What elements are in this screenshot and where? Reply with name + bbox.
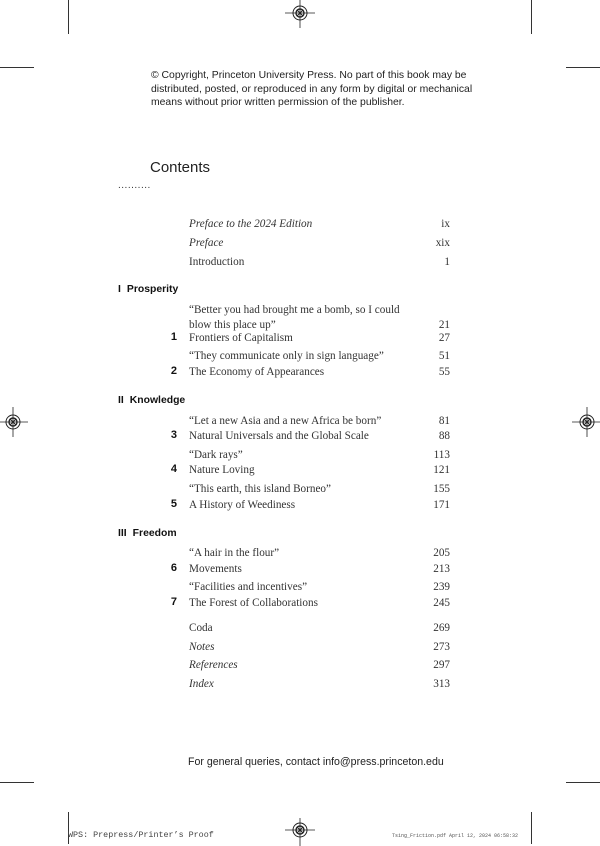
part-title: Prosperity [126,284,179,295]
toc-entry-page: 121 [433,464,450,476]
toc-entry-page: 1 [444,256,450,268]
chapter-number: 1 [170,331,177,343]
toc-entry-preface[interactable] [189,236,450,251]
part-heading-knowledge [118,395,185,406]
toc-entry-title: Movements [189,563,242,575]
toc-entry-chapter[interactable] [189,331,450,346]
toc-entry-title: Preface to the 2024 Edition [189,218,313,230]
toc-entry-notes[interactable] [189,640,450,655]
toc-entry-page: ix [441,218,450,230]
chapter-number: 3 [170,429,177,441]
toc-entry-title: The Economy of Appearances [189,366,325,378]
toc-entry-page: 245 [433,597,450,609]
part-title: Freedom [132,528,177,539]
toc-entry-page: 113 [433,449,450,461]
copyright-notice: © Copyright, Princeton University Press. No part of this book may be distributed, posted, or reproduced in any form by digital or mechanical means without prior written permission of the publisher. [151,70,473,109]
toc-entry-page: 21 [438,318,450,331]
toc-entry-title: Coda [189,622,213,634]
toc-entry-chapter[interactable] [189,562,450,577]
toc-entry-title: “Dark rays” [189,449,243,461]
crop-mark-left-bottom-h [0,782,34,783]
toc-entry-chapter[interactable] [189,365,450,380]
toc-entry-page: xix [435,237,450,249]
chapter-number: 6 [170,562,177,574]
toc-entry-title: A History of Weediness [189,499,296,511]
part-number: II [118,395,124,406]
toc-entry-page: 51 [438,350,450,362]
toc-entry-page: 213 [433,563,450,575]
general-queries-notice: For general queries, contact info@press.princeton.edu [188,756,444,768]
toc-entry-title: “Let a new Asia and a new Africa be born” [189,415,382,427]
toc-entry-title: “Facilities and incentives” [189,581,308,593]
part-number: III [118,528,127,539]
toc-entry-page: 171 [433,499,450,511]
crop-mark-right-bottom-h [566,782,600,783]
toc-entry-title: Introduction [189,256,245,268]
toc-entry-page: 27 [438,332,450,344]
registration-mark-right-icon [570,407,600,437]
toc-entry-title: The Forest of Collaborations [189,597,318,609]
toc-entry-title: Frontiers of Capitalism [189,332,293,344]
crop-mark-top-right-v [531,0,532,34]
toc-entry-introduction[interactable] [189,255,450,270]
toc-entry-page: 81 [438,415,450,427]
toc-entry-interlude[interactable] [189,448,450,463]
toc-entry-interlude[interactable] [189,546,450,561]
proof-slug-left: WPS: Prepress/Printer’s Proof [68,830,214,840]
toc-entry-interlude[interactable] [189,414,450,429]
toc-entry-page: 205 [433,547,450,559]
toc-entry-title: Index [189,678,214,690]
toc-entry-index[interactable] [189,677,450,692]
toc-entry-preface-2024[interactable] [189,217,450,232]
toc-entry-references[interactable] [189,658,450,673]
toc-entry-title: Preface [189,237,224,249]
toc-entry-coda[interactable] [189,621,450,636]
toc-entry-page: 313 [433,678,450,690]
heading-dot-rule: .......... [118,180,151,191]
toc-entry-chapter[interactable] [189,463,450,478]
chapter-number: 4 [170,463,177,475]
chapter-number: 5 [170,498,177,510]
proof-slug-right: Tsing_Friction.pdf April 12, 2024 06:58:32 [392,833,519,839]
toc-entry-page: 88 [438,430,450,442]
crop-mark-right-top-h [566,67,600,68]
crop-mark-bottom-right-v [531,812,532,844]
toc-entry-title: Natural Universals and the Global Scale [189,430,369,442]
toc-entry-page: 273 [433,641,450,653]
toc-entry-title: “They communicate only in sign language” [189,350,384,362]
toc-entry-interlude[interactable] [189,349,450,364]
toc-entry-title: Nature Loving [189,464,255,476]
toc-entry-interlude[interactable] [189,580,450,595]
crop-mark-top-left-v [68,0,69,34]
toc-entry-interlude[interactable] [189,303,450,332]
toc-entry-page: 297 [433,659,450,671]
toc-entry-interlude[interactable] [189,482,450,497]
part-heading-prosperity [118,284,178,295]
toc-entry-title: “This earth, this island Borneo” [189,483,331,495]
toc-entry-page: 155 [433,483,450,495]
chapter-number: 2 [170,365,177,377]
toc-entry-chapter[interactable] [189,429,450,444]
registration-mark-top-icon [285,0,315,30]
toc-entry-page: 269 [433,622,450,634]
registration-mark-bottom-icon [285,816,315,846]
toc-entry-chapter[interactable] [189,498,450,513]
part-number: I [118,284,121,295]
toc-entry-page: 239 [433,581,450,593]
toc-entry-page: 55 [438,366,450,378]
toc-entry-title: References [189,659,238,671]
part-heading-freedom [118,528,177,539]
toc-entry-title: “A hair in the flour” [189,547,280,559]
registration-mark-left-icon [0,407,30,437]
part-title: Knowledge [129,395,186,406]
toc-entry-title: “Better you had brought me a bomb, so I could blow this place up” [189,304,400,331]
chapter-number: 7 [170,596,177,608]
toc-entry-chapter[interactable] [189,596,450,611]
toc-entry-title: Notes [189,641,215,653]
crop-mark-left-top-h [0,67,34,68]
contents-heading: Contents [150,159,211,176]
